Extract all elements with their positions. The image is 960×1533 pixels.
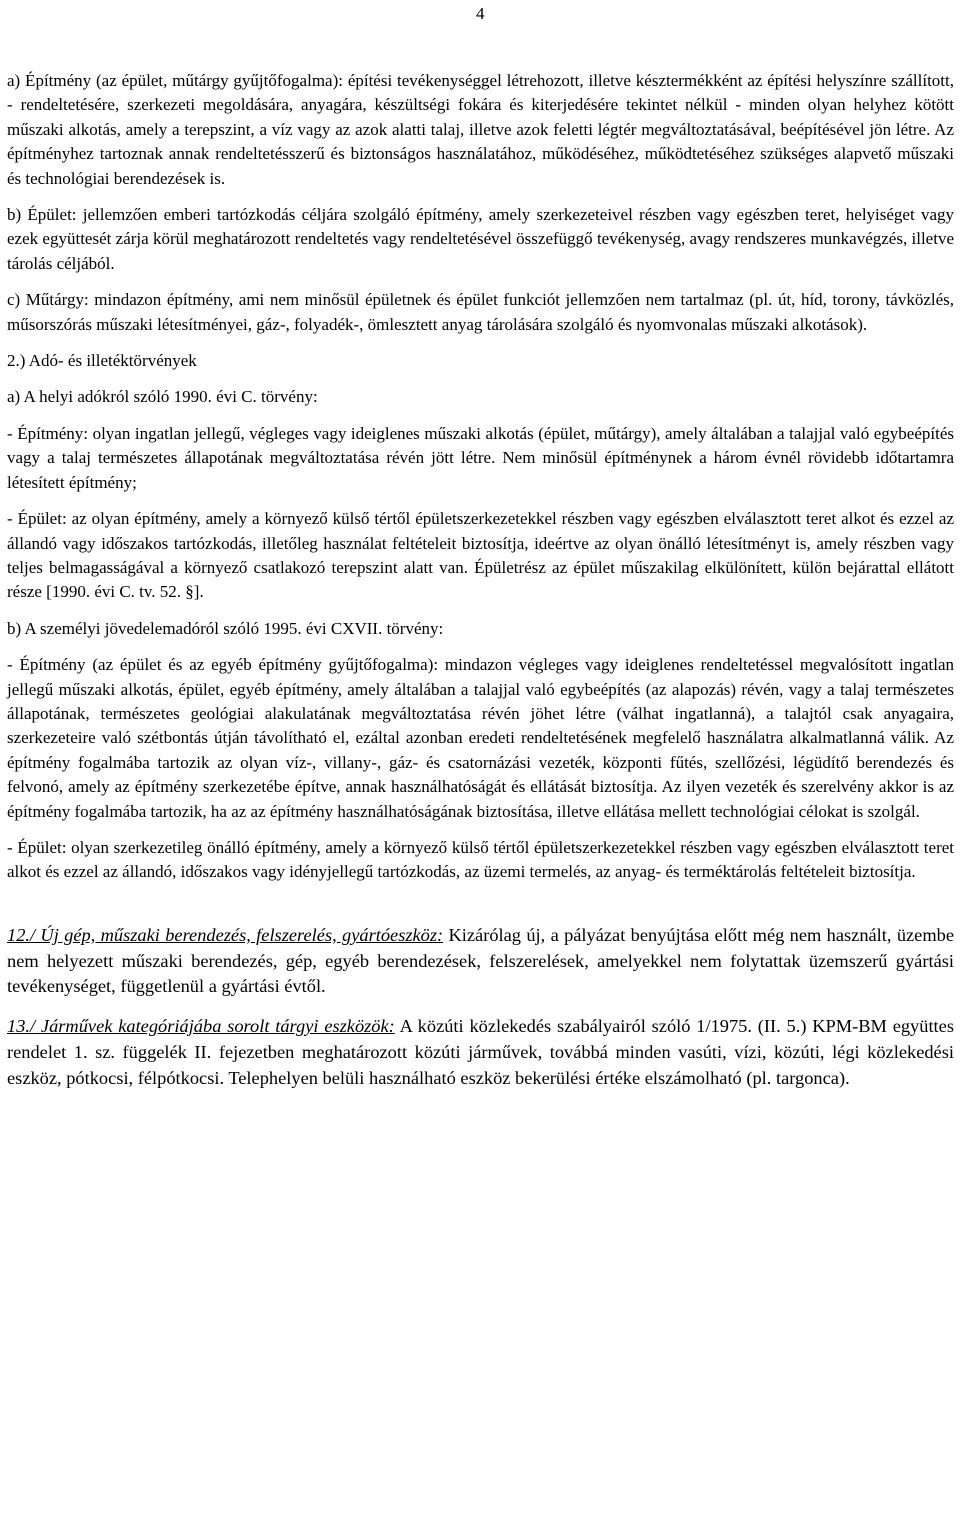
section-13-body: A közúti közlekedés szabályairól szóló 1/1975. (II. 5.) KPM-BM együttes rendelet 1. sz. függelék II. fejezetben meghatározott közúti járművek, továbbá minden vasúti, vízi, közúti, légi közlekedési eszköz, pótkocsi, félpótkocsi. Telephelyen belüli használható eszköz bekerülési értéke elszámolható (pl. targonca). <box>7 1016 954 1088</box>
subheading-personal-income-tax-law: b) A személyi jövedelemadóról szóló 1995. évi CXVII. törvény: <box>7 618 444 638</box>
section-12-title: 12./ Új gép, műszaki berendezés, felszerelés, gyártóeszköz: <box>7 924 444 945</box>
section-12-body: Kizárólag új, a pályázat benyújtása előtt még nem használt, üzembe nem helyezett műszaki berendezés, gép, egyéb berendezések, felszerelések, amelyekkel nem folytattak üzemszerű gyártási tevékenységet, függetlenül a gyártási évtől. <box>7 924 955 997</box>
document-content <box>7 69 954 1092</box>
paragraph-epulet-definition: b) Épület: jellemzően emberi tartózkodás céljára szolgáló építmény, amely szerkezeteivel részben vagy egészben teret, helyiséget vagy ezek együttesét zárja körül meghatározott rendeltetés vagy rendeltetésével összefüggő tevékenység, avagy rendszeres munkavégzés, illetve tárolás céljából. <box>7 205 954 273</box>
section-12-new-equipment <box>7 923 954 1000</box>
section-13-vehicles <box>7 1014 954 1091</box>
paragraph-mutargy-definition: c) Műtárgy: mindazon építmény, ami nem minősül épületnek és épület funkciót jellemzően nem tartalmaz (pl. út, híd, torony, távközlés, műsorszórás műszaki létesítményei, gáz-, folyadék-, ömlesztett anyag tárolására szolgáló és nyomvonalas műszaki alkotások). <box>7 290 954 334</box>
section-13-title: 13./ Járművek kategóriájába sorolt tárgyi eszközök: <box>7 1016 395 1037</box>
paragraph-income-tax-epitmeny: - Építmény (az épület és az egyéb építmény gyűjtőfogalma): mindazon végleges vagy ideiglenes rendeltetéssel megvalósított ingatlan jellegű műszaki alkotás, épület, egyéb építmény, amely általában a talajjal való egybeépítés (az alapozás) révén, vagy a talaj természetes állapotának, természetes geológiai alakulatának megváltoztatása révén jöhet létre (válhat ingatlanná), a talajtól csak anyagaira, szerkezeteire való szétbontás útján távolítható el, ezáltal azonban eredeti rendeltetésének megfelelő használatra alkalmatlanná válik. Az építmény fogalmába tartozik az olyan víz-, villany-, gáz- és csatornázási vezeték, központi fűtés, szellőzési, légüdítő berendezés és felvonó, amely az építmény szerkezetébe építve, annak használhatóságát és ellátását biztosítja. Az ilyen vezeték és szerelvény akkor is az építmény fogalmába tartozik, ha az az építmény használhatóságának biztosítása, illetve ellátása mellett technológiai célokat is szolgál. <box>7 655 954 821</box>
section-heading-tax-laws: 2.) Adó- és illetéktörvények <box>7 351 197 371</box>
page-number: 4 <box>476 4 485 23</box>
paragraph-local-tax-epulet: - Épület: az olyan építmény, amely a környező külső tértől épületszerkezetekkel részben vagy egészben elválasztott teret alkot és ezzel az állandó vagy időszakos tartózkodás, illetőleg használat feltételeit biztosítja, ideértve az olyan önálló létesítményt is, amely részben vagy teljes belmagasságával a környező csatlakozó terepszint alatt van. Épületrész az épület műszakilag elkülönített, külön bejárattal ellátott része [1990. évi C. tv. 52. §]. <box>7 509 954 602</box>
paragraph-epitmeny-definition: a) Építmény (az épület, műtárgy gyűjtőfogalma): építési tevékenységgel létrehozott, illetve késztermékként az építési helyszínre szállított, - rendeltetésére, szerkezeti megoldására, anyagára, készültségi fokára és kiterjedésére tekintet nélkül - minden olyan helyhez kötött műszaki alkotás, amely a terepszint, a víz vagy az azok alatti talaj, illetve azok feletti légtér megváltoztatásával, beépítésével jön létre. Az építményhez tartoznak annak rendeltetésszerű és biztonságos használatához, működéséhez, működtetéséhez szükséges alapvető műszaki és technológiai berendezések is. <box>7 71 954 188</box>
subheading-local-tax-law: a) A helyi adókról szóló 1990. évi C. törvény: <box>7 387 318 407</box>
paragraph-income-tax-epulet: - Épület: olyan szerkezetileg önálló építmény, amely a környező külső tértől épületszerkezetekkel részben vagy egészben elválasztott teret alkot és ezzel az állandó, időszakos vagy idényjellegű tartózkodás, az üzemi termelés, az anyag- és terméktárolás feltételeit biztosítja. <box>7 837 954 882</box>
paragraph-local-tax-epitmeny: - Építmény: olyan ingatlan jellegű, végleges vagy ideiglenes műszaki alkotás (épület, műtárgy), amely általában a talajjal való egybeépítés vagy a talaj természetes állapotának megváltoztatása révén jött létre. Nem minősül építménynek a három évnél rövidebb időtartamra létesített építmény; <box>7 423 954 492</box>
